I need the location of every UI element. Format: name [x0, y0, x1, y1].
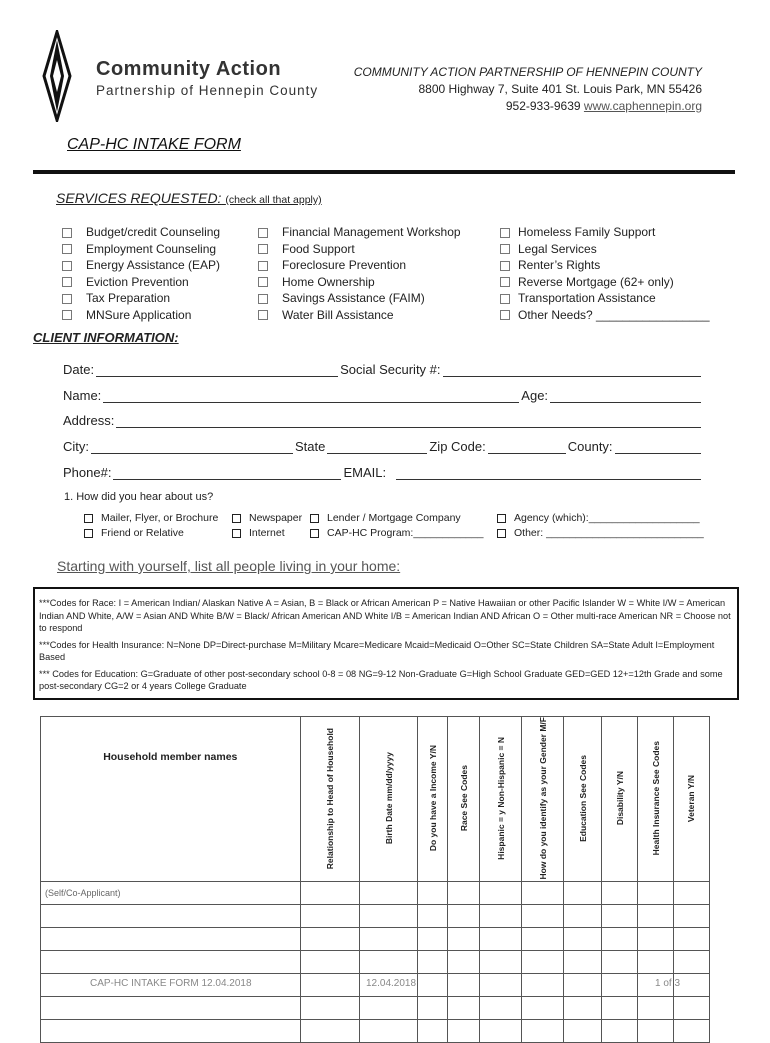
- service-option[interactable]: Employment Counseling: [62, 241, 220, 258]
- row-city: [63, 439, 703, 454]
- hear-option: Agency (which):___________________: [514, 512, 700, 524]
- service-option[interactable]: Home Ownership: [258, 274, 461, 291]
- codes-race: ***Codes for Race: I = American Indian/ Alaskan Native A = Asian, B = Black or African American P = Native Hawaiian or other Pacific Islander W = White I/W = American Indian AND White, A/W = Asian AND White B/W = Black/ African American AND White I/B = American Indian AND African O = Other multi-race American NR = Choose not to respond: [39, 598, 731, 633]
- checkbox[interactable]: [500, 294, 510, 304]
- hear-option: CAP-HC Program:____________: [327, 527, 484, 539]
- services-col-2: [258, 224, 461, 323]
- service-option[interactable]: Renter’s Rights: [500, 257, 710, 274]
- address-field[interactable]: [116, 414, 701, 428]
- checkbox[interactable]: [258, 310, 268, 320]
- checkbox[interactable]: [62, 261, 72, 271]
- ssn-field[interactable]: [443, 363, 701, 377]
- service-option[interactable]: Reverse Mortgage (62+ only): [500, 274, 710, 291]
- checkbox[interactable]: [84, 529, 93, 538]
- household-table: [40, 716, 710, 1043]
- table-row[interactable]: [41, 928, 710, 951]
- hear-option: Other: ___________________________: [514, 527, 704, 539]
- phone-label: Phone#:: [63, 465, 112, 480]
- row-name-age: [63, 388, 703, 403]
- service-option[interactable]: Foreclosure Prevention: [258, 257, 461, 274]
- hear-col-1: [84, 511, 218, 541]
- hear-option: Lender / Mortgage Company: [327, 512, 461, 524]
- col-header: Veteran Y/N: [673, 717, 709, 882]
- org-phone: 952-933-9639: [505, 99, 581, 113]
- date-field[interactable]: [96, 363, 338, 377]
- divider: [33, 170, 735, 174]
- checkbox[interactable]: [497, 529, 506, 538]
- col-header: How do you identify as your Gender M/F: [522, 717, 564, 882]
- col-header: Do you have a Income Y/N: [418, 717, 448, 882]
- age-field[interactable]: [550, 389, 701, 403]
- date-label: Date:: [63, 362, 95, 377]
- checkbox[interactable]: [258, 294, 268, 304]
- email-label: EMAIL:: [343, 465, 387, 480]
- email-field[interactable]: [396, 466, 701, 480]
- household-title: Starting with yourself, list all people living in your home:: [57, 558, 401, 574]
- hear-option: Friend or Relative: [101, 527, 184, 539]
- form-title: CAP-HC INTAKE FORM: [67, 136, 241, 153]
- checkbox[interactable]: [62, 228, 72, 238]
- col-header: Health Insurance See Codes: [638, 717, 674, 882]
- org-name: COMMUNITY ACTION PARTNERSHIP OF HENNEPIN COUNTY: [353, 65, 702, 79]
- checkbox[interactable]: [62, 277, 72, 287]
- service-option[interactable]: Other Needs? _________________: [500, 307, 710, 324]
- hear-col-3: [310, 511, 483, 541]
- hear-col-2: [232, 511, 302, 541]
- col-header: Hispanic = y Non-Hispanic = N: [480, 717, 522, 882]
- state-label: State: [295, 439, 326, 454]
- logo-subtitle: Partnership of Hennepin County: [96, 83, 319, 98]
- table-row[interactable]: [41, 882, 710, 905]
- logo-title: Community Action: [96, 58, 282, 80]
- hear-option: Newspaper: [249, 512, 303, 524]
- state-field[interactable]: [327, 440, 427, 454]
- col-header: Relationship to Head of Household: [300, 717, 360, 882]
- city-label: City:: [63, 439, 89, 454]
- services-col-3: [500, 224, 710, 323]
- name-label: Name:: [63, 388, 102, 403]
- checkbox[interactable]: [500, 228, 510, 238]
- table-row[interactable]: [41, 905, 710, 928]
- service-option[interactable]: Financial Management Workshop: [258, 224, 461, 241]
- service-option[interactable]: Water Bill Assistance: [258, 307, 461, 324]
- checkbox[interactable]: [497, 514, 506, 523]
- table-row[interactable]: [41, 951, 710, 974]
- name-field[interactable]: [103, 389, 519, 403]
- codes-health: ***Codes for Health Insurance: N=None DP=Direct-purchase M=Military Mcare=Medicare Mcaid=Medicaid O=Other SC=State Children SA=State Adult I=Employment Based: [39, 639, 715, 662]
- service-option[interactable]: Legal Services: [500, 241, 710, 258]
- checkbox[interactable]: [258, 277, 268, 287]
- compass-logo-icon: [40, 30, 74, 122]
- checkbox[interactable]: [310, 514, 319, 523]
- checkbox[interactable]: [62, 244, 72, 254]
- zip-label: Zip Code:: [429, 439, 486, 454]
- checkbox[interactable]: [84, 514, 93, 523]
- checkbox[interactable]: [500, 310, 510, 320]
- footer-page-number: 1 of 3: [655, 978, 681, 989]
- client-info-heading: CLIENT INFORMATION:: [33, 330, 179, 345]
- checkbox[interactable]: [258, 244, 268, 254]
- checkbox[interactable]: [310, 529, 319, 538]
- checkbox[interactable]: [62, 310, 72, 320]
- service-option[interactable]: Tax Preparation: [62, 290, 220, 307]
- service-option[interactable]: Budget/credit Counseling: [62, 224, 220, 241]
- col-header-names: Household member names: [41, 717, 301, 882]
- footer-date: 12.04.2018: [366, 978, 417, 989]
- phone-field[interactable]: [113, 466, 341, 480]
- org-address: 8800 Highway 7, Suite 401 St. Louis Park, MN 55426: [418, 82, 702, 96]
- service-option[interactable]: Eviction Prevention: [62, 274, 220, 291]
- col-header: Race See Codes: [448, 717, 480, 882]
- checkbox[interactable]: [500, 277, 510, 287]
- checkbox[interactable]: [62, 294, 72, 304]
- org-website-link[interactable]: www.caphennepin.org: [583, 99, 702, 113]
- service-option[interactable]: Savings Assistance (FAIM): [258, 290, 461, 307]
- col-header: Disability Y/N: [602, 717, 638, 882]
- footer-form-id: CAP-HC INTAKE FORM 12.04.2018: [90, 978, 252, 989]
- row-address: [63, 413, 703, 428]
- service-option[interactable]: MNSure Application: [62, 307, 220, 324]
- county-field[interactable]: [615, 440, 701, 454]
- checkbox[interactable]: [232, 514, 241, 523]
- table-row[interactable]: [41, 997, 710, 1020]
- row-date-ssn: [63, 362, 703, 377]
- service-option[interactable]: Homeless Family Support: [500, 224, 710, 241]
- service-option[interactable]: Energy Assistance (EAP): [62, 257, 220, 274]
- zip-field[interactable]: [488, 440, 566, 454]
- services-heading: SERVICES REQUESTED: (check all that apply): [56, 190, 322, 206]
- hear-question: 1. How did you hear about us?: [64, 491, 214, 503]
- checkbox[interactable]: [258, 228, 268, 238]
- table-header-row: [41, 717, 710, 882]
- ssn-label: Social Security #:: [340, 362, 441, 377]
- codes-education: *** Codes for Education: G=Graduate of other post-secondary school 0-8 = 08 NG=9-12 Non-Graduate G=High School Graduate GED=GED 12+=12th Grade and some post-secondary CG=2 or 4 years College Graduate: [39, 668, 723, 691]
- checkbox[interactable]: [500, 244, 510, 254]
- address-label: Address:: [63, 413, 115, 428]
- hear-option: Internet: [249, 527, 285, 539]
- city-field[interactable]: [91, 440, 293, 454]
- table-row[interactable]: [41, 1020, 710, 1043]
- checkbox[interactable]: [232, 529, 241, 538]
- age-label: Age:: [521, 388, 549, 403]
- checkbox[interactable]: [500, 261, 510, 271]
- org-contact: [354, 64, 702, 115]
- services-col-1: [62, 224, 220, 323]
- hear-option: Mailer, Flyer, or Brochure: [101, 512, 219, 524]
- col-header: Birth Date mm/dd/yyyy: [360, 717, 418, 882]
- codes-box: [33, 587, 739, 700]
- hear-col-4: [497, 511, 704, 541]
- col-header: Education See Codes: [564, 717, 602, 882]
- service-option[interactable]: Transportation Assistance: [500, 290, 710, 307]
- row-phone-email: [63, 465, 703, 480]
- self-applicant-cell[interactable]: (Self/Co-Applicant): [41, 882, 301, 905]
- county-label: County:: [567, 439, 613, 454]
- service-option[interactable]: Food Support: [258, 241, 461, 258]
- checkbox[interactable]: [258, 261, 268, 271]
